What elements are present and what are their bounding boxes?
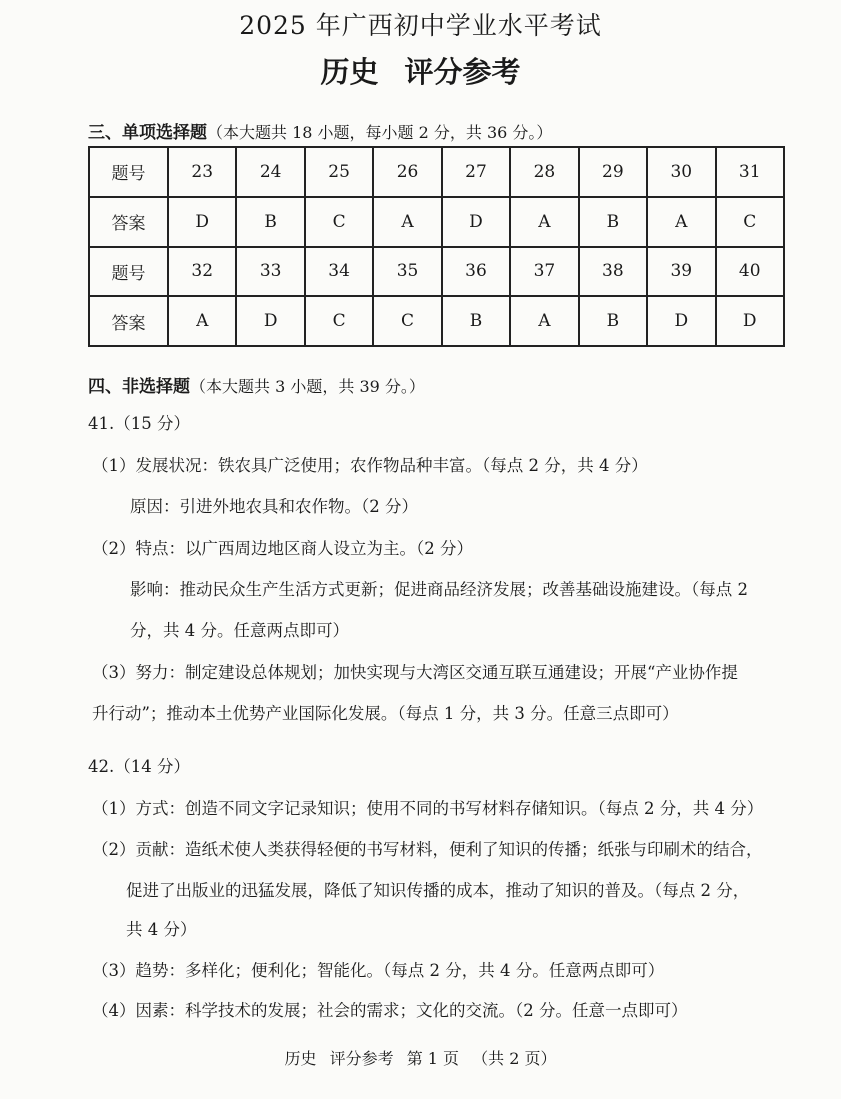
table-cell: 34 [305, 247, 373, 297]
section-3-heading [88, 118, 552, 143]
row-label: 题号 [89, 147, 168, 197]
row-label: 答案 [89, 296, 168, 346]
answer-line: （3）趋势：多样化；便利化；智能化。（每点 2 分，共 4 分。任意两点即可） [92, 961, 665, 980]
answer-line: 升行动”；推动本土优势产业国际化发展。（每点 1 分，共 3 分。任意三点即可） [92, 704, 679, 723]
row-label: 答案 [89, 197, 168, 247]
table-cell: D [442, 197, 510, 247]
exam-title: 2025 年广西初中学业水平考试 [239, 11, 602, 40]
footer-label: 评分参考 [329, 1049, 394, 1068]
table-cell: 23 [168, 147, 236, 197]
table-cell: C [305, 296, 373, 346]
answer-line: 影响：推动民众生产生活方式更新；促进商品经济发展；改善基础设施建设。（每点 2 [130, 580, 748, 599]
table-cell: 28 [510, 147, 578, 197]
table-cell: B [236, 197, 304, 247]
table-cell: 39 [647, 247, 715, 297]
table-row-numbers-1 [89, 147, 784, 197]
table-cell: 29 [579, 147, 647, 197]
table-cell: 26 [373, 147, 441, 197]
answer-line: （4）因素：科学技术的发展；社会的需求；文化的交流。（2 分。任意一点即可） [92, 1001, 688, 1020]
table-cell: 32 [168, 247, 236, 297]
answer-line: （1）方式：创造不同文字记录知识；使用不同的书写材料存储知识。（每点 2 分，共 4 分） [92, 799, 764, 818]
table-cell: 37 [510, 247, 578, 297]
table-cell: 25 [305, 147, 373, 197]
subject-name: 历史 [320, 55, 379, 89]
answer-line: 原因：引进外地农具和农作物。（2 分） [130, 497, 418, 516]
table-cell: 38 [579, 247, 647, 297]
table-cell: A [373, 197, 441, 247]
table-cell: B [579, 197, 647, 247]
table-cell: B [442, 296, 510, 346]
row-label: 题号 [89, 247, 168, 297]
table-cell: C [716, 197, 785, 247]
table-cell: 40 [716, 247, 785, 297]
table-cell: 31 [716, 147, 785, 197]
table-cell: 35 [373, 247, 441, 297]
table-cell: D [716, 296, 785, 346]
section-3-note: （本大题共 18 小题，每小题 2 分，共 36 分。） [207, 123, 553, 142]
table-row-answers-1 [89, 197, 784, 247]
section-4-note: （本大题共 3 小题，共 39 分。） [190, 377, 425, 396]
table-cell: A [510, 197, 578, 247]
table-cell: A [510, 296, 578, 346]
table-cell: D [236, 296, 304, 346]
answer-line: 分，共 4 分。任意两点即可） [130, 621, 349, 640]
footer-total: （共 2 页） [472, 1049, 557, 1068]
table-cell: 30 [647, 147, 715, 197]
footer-page: 第 1 页 [406, 1049, 460, 1068]
answer-line: （1）发展状况：铁农具广泛使用；农作物品种丰富。（每点 2 分，共 4 分） [92, 456, 648, 475]
section-3-title: 三、单项选择题 [88, 123, 207, 143]
answer-line: （2）特点：以广西周边地区商人设立为主。（2 分） [92, 539, 473, 558]
page-footer [0, 1046, 841, 1069]
table-cell: C [373, 296, 441, 346]
question-41-title: 41.（15 分） [88, 414, 190, 433]
table-cell: 36 [442, 247, 510, 297]
table-cell: 27 [442, 147, 510, 197]
section-4-title: 四、非选择题 [88, 377, 190, 397]
answer-line: 促进了出版业的迅猛发展，降低了知识传播的成本，推动了知识的普及。（每点 2 分， [126, 881, 750, 900]
subtitle-label: 评分参考 [404, 55, 521, 89]
table-row-numbers-2 [89, 247, 784, 297]
answer-line: （3）努力：制定建设总体规划；加快实现与大湾区交通互联互通建设；开展“产业协作提 [92, 663, 738, 682]
table-cell: 33 [236, 247, 304, 297]
answer-table [88, 146, 785, 347]
doc-subtitle [0, 50, 841, 91]
question-42-title: 42.（14 分） [88, 757, 190, 776]
table-cell: A [168, 296, 236, 346]
table-cell: C [305, 197, 373, 247]
footer-subject: 历史 [284, 1049, 317, 1068]
answer-line: （2）贡献：造纸术使人类获得轻便的书写材料，便利了知识的传播；纸张与印刷术的结合， [92, 840, 763, 859]
answer-line: 共 4 分） [126, 920, 197, 939]
table-cell: D [647, 296, 715, 346]
table-cell: D [168, 197, 236, 247]
section-4-heading [88, 372, 425, 397]
table-cell: B [579, 296, 647, 346]
table-cell: A [647, 197, 715, 247]
table-row-answers-2 [89, 296, 784, 346]
table-cell: 24 [236, 147, 304, 197]
